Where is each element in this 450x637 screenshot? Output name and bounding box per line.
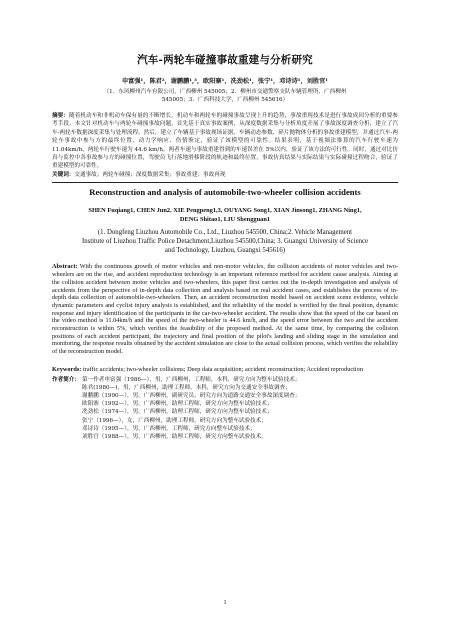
author-bio-row	[52, 408, 398, 416]
page-number: 1	[223, 600, 227, 606]
author-bio-row	[52, 425, 398, 433]
author-bio-row	[52, 400, 398, 408]
chinese-title: 汽车-两轮车碰撞事故重建与分析研究	[137, 54, 313, 66]
author-bio-label: 作者简介：	[52, 376, 80, 383]
author-bio: 张宁（1996—），女，广西柳州，助理工程师，研究方向为整车试验技术；	[82, 417, 267, 424]
chinese-affiliation-line: （1．东风柳州汽车有限公司，广西柳州 545005；2．柳州市交通警察支队车辆管理所，广西柳州	[103, 89, 347, 95]
english-affiliations	[52, 228, 398, 255]
chinese-abstract-label: 摘要：	[52, 113, 70, 119]
english-keywords-text: traffic accidents; two-wheeler collisions; Deep data acquisition; accident reconstruction; Accident reproduction	[82, 365, 363, 373]
chinese-authors: 申富强¹，陈君²，谢鹏鹏¹,³，欧阳寨¹，冼劲松¹，张宁¹，邓诗诗¹，刘胜官¹	[122, 78, 328, 85]
chinese-keywords-text: 交通事故；两轮车碰撞；深度数据采集；事故重建；事故再现	[74, 171, 226, 178]
author-bio-row	[52, 417, 398, 425]
english-authors	[52, 207, 398, 224]
chinese-affiliations	[52, 88, 398, 104]
chinese-abstract-text: 随着机动车和非机动车保有量的不断增长，机动车和两轮车的碰撞事故呈现上升的趋势，事故重现技术是进行事故成因分析的重要参考手段。本文针对机动车与两轮车碰撞事故问题，首先基于真实事故案例，从深度数据采集与分析角度开展了事故深度调查分析，建立了汽车-两轮车数据深度采集与处理流程。然后，建立了车辆基于事故现场证据、车辆动态参数、碎片抛物体分析的事故重建模型，并通过汽车-两轮车事故中参与方的最终位置、动力学响应、伤情鉴定，验证了该模型的可靠性。结果表明，基于视频法推算的汽车行驶车速为 11.04km/h，两轮车行驶车速为 44.6 km/h，两者车速与事故重建得到的车速误差在 5%以内，验证了该方法的可行性。同时，通过对比仿真与监控中各事故参与方的碰撞位置，驾驶员飞行落地滑移阶段的轨迹和最终位置，事故仿真结果与实际结果与实际碰撞过程吻合，验证了重建模型的可靠性。	[52, 113, 398, 170]
chinese-keywords-label: 关键词：	[52, 171, 75, 178]
english-affiliation-line: (1. Dongfeng Liuzhou Automobile Co., Ltd., Liuzhou 545500, China;2. Vehicle Management	[97, 229, 353, 237]
english-authors-line: SHEN Fuqiang1, CHEN Jun2, XIE Pengpeng1,3, OUYANG Song1, XIAN Jinsong1, ZHANG Ning1,	[88, 207, 362, 215]
english-affiliation-line: Institute of Liuzhou Traffic Police Detachment,Liuzhou 545500,China; 3. Guangxi University of Science	[81, 238, 369, 246]
author-bio-row	[52, 384, 398, 392]
author-bio-row	[52, 433, 398, 441]
author-bio-row	[52, 392, 398, 400]
author-bio: 陈君(1980—)，男，广西柳州，助理工程师，本科，研究方向为交通安全事故调查；	[82, 384, 291, 391]
english-affiliation-line: and Technology, Liuzhou, Guangxi 545616)	[164, 247, 286, 255]
chinese-abstract	[52, 112, 398, 171]
chinese-keywords	[52, 171, 398, 179]
author-bio: 冼劲松（1974—），男，广西柳州，助理工程师，研究方向为整车试验技术；	[82, 409, 273, 416]
section-divider	[52, 182, 398, 183]
english-keywords-label: Keywords:	[52, 365, 82, 373]
english-keywords	[52, 366, 398, 374]
english-abstract	[52, 263, 398, 355]
author-bio: 第一作者申富强（1986—），男，广西柳州，工程师，本科，研究方向为整车试验技术；	[82, 376, 301, 383]
author-bio-row	[52, 376, 398, 384]
english-abstract-label: Abstract:	[52, 263, 78, 271]
author-bio: 谢鹏鹏（1990—），男，广西柳州，副研究员，研究方向为道路交通安全事故深度调查；	[82, 392, 301, 399]
author-bio: 邓诗诗（1995—），男，广西柳州，工程师，研究方向整车试验技术；	[82, 425, 256, 432]
english-authors-line: DENG Shitao1, LIU Shengguan1	[179, 215, 271, 223]
english-title: Reconstruction and analysis of automobile-two-wheeler collision accidents	[89, 187, 361, 198]
english-abstract-text: With the continuous growth of motor vehicles and non-motor vehicles, the collision accidents of motor vehicles and two-wheelers are on the rise, and accident reproduction technology is an important reference method for accident cause analysis. Aiming at the collision accident between motor vehicles and two-wheelers, this paper first carries out the in-depth investigation and analysis of accidents from the perspective of in-depth data collection and analysis based on real accident cases, and establishes the process of in-depth data collection of automobile-two-wheelers. Then, an accident reconstruction model based on accident scene evidence, vehicle dynamic parameters and cyclist injury analysis is established, and the reliability of the model is verified by the final position, dynamic response and injury identification of the participants in the car-two-wheeler accident. The results show that the speed of the car based on the video method is 11.04km/h and the speed of the two-wheeler is 44.6 km/h, and the speed error between the two and the accident reconstruction is within 5%, which verifies the feasibility of the proposed method. At the same time, by comparing the collision positions of each accident participant, the trajectory and final position of the pilot's landing and sliding stage in the simulation and monitoring, the response results obtained by the accident simulation are close to the actual collision process, which verifies the reliability of the reconstruction model.	[52, 263, 398, 356]
author-bios	[52, 376, 398, 442]
author-bio: 欧阳寨（1992—），男，广西柳州，助理工程师，研究方向为整车试验技术；	[82, 401, 273, 408]
author-bio: 刘胜官（1988—），男，广西柳州，助理工程师，研究方向整车试验技术。	[82, 434, 267, 440]
chinese-affiliation-line: 545005；3．广西科技大学，广西柳州 545616）	[161, 97, 289, 103]
